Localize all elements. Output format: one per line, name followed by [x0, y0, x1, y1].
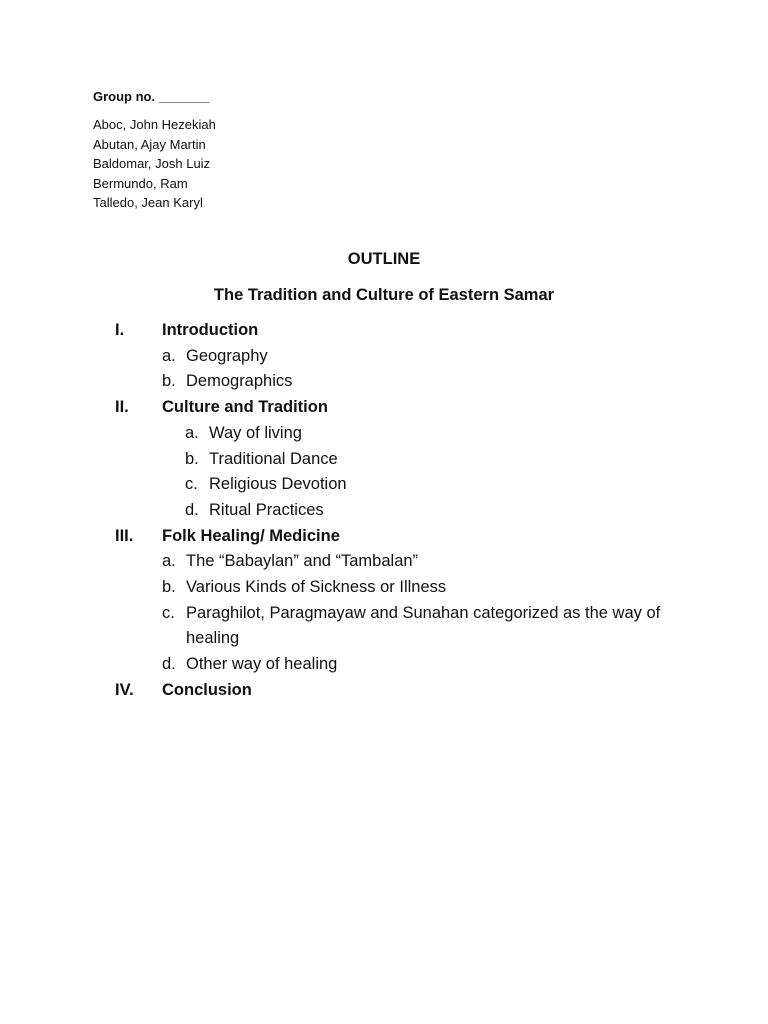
subitem-letter: d.: [162, 655, 176, 674]
document-title: The Tradition and Culture of Eastern Samar: [213, 286, 555, 304]
subitem-text: Demographics: [186, 372, 293, 391]
outline-subitem: [185, 447, 695, 473]
member-name: Abutan, Ajay Martin: [93, 136, 206, 152]
subitem-letter: a.: [162, 346, 176, 365]
outline-section: [115, 678, 695, 704]
outline-section: [115, 318, 695, 395]
section-heading: Introduction: [162, 321, 259, 339]
subitem-list: [162, 344, 695, 395]
outline-subitem: [185, 421, 695, 447]
outline-subitem: [162, 369, 695, 395]
outline-subitem: [162, 652, 695, 678]
subitem-letter: b.: [162, 372, 176, 391]
outline-section: [115, 395, 695, 524]
subitem-list: [162, 549, 695, 678]
subitem-text: The “Babaylan” and “Tambalan”: [186, 552, 419, 571]
section-numeral: II.: [115, 398, 129, 417]
subitem-text: Religious Devotion: [209, 475, 347, 494]
member-name: Baldomar, Josh Luiz: [93, 156, 211, 171]
section-heading-row: [115, 678, 695, 704]
subitem-letter: c.: [185, 475, 198, 494]
outline-subitem: [162, 575, 695, 601]
group-number-label: Group no. _______: [93, 89, 210, 104]
outline-subitem: [185, 472, 695, 498]
section-numeral: I.: [115, 321, 125, 339]
subitem-text: Geography: [186, 346, 268, 365]
outline-subitem: [185, 498, 695, 524]
subitem-letter: d.: [185, 500, 199, 519]
outline-subitem: [162, 549, 695, 575]
subitem-letter: c.: [162, 603, 175, 622]
subitem-letter: a.: [185, 423, 199, 442]
member-list: [93, 115, 216, 213]
subitem-text: Traditional Dance: [209, 449, 338, 468]
member-name: Aboc, John Hezekiah: [93, 117, 216, 132]
outline-label: OUTLINE: [347, 250, 421, 268]
subitem-text: Other way of healing: [186, 655, 338, 674]
section-heading: Folk Healing/ Medicine: [162, 526, 340, 545]
subitem-list: [185, 421, 695, 524]
outline-list: [115, 318, 695, 704]
section-heading: Culture and Tradition: [162, 398, 328, 417]
section-numeral: IV.: [115, 680, 134, 699]
member-name: Talledo, Jean Karyl: [93, 195, 203, 210]
subitem-letter: b.: [162, 578, 176, 597]
outline-subitem: [162, 344, 695, 370]
subitem-letter: b.: [185, 449, 199, 468]
subitem-letter: a.: [162, 552, 176, 571]
outline-subitem: [162, 601, 695, 652]
outline-section: [115, 524, 695, 678]
section-heading: Conclusion: [162, 680, 252, 699]
subitem-text: Various Kinds of Sickness or Illness: [186, 578, 447, 597]
subitem-text: Paraghilot, Paragmayaw and Sunahan categorized as the way of healing: [186, 603, 661, 648]
subitem-text: Way of living: [209, 423, 302, 442]
section-heading-row: [115, 395, 695, 421]
subitem-text: Ritual Practices: [209, 500, 324, 519]
member-name: Bermundo, Ram: [93, 175, 188, 191]
section-heading-row: [115, 524, 695, 550]
section-heading-row: [115, 318, 695, 344]
section-numeral: III.: [115, 526, 134, 545]
